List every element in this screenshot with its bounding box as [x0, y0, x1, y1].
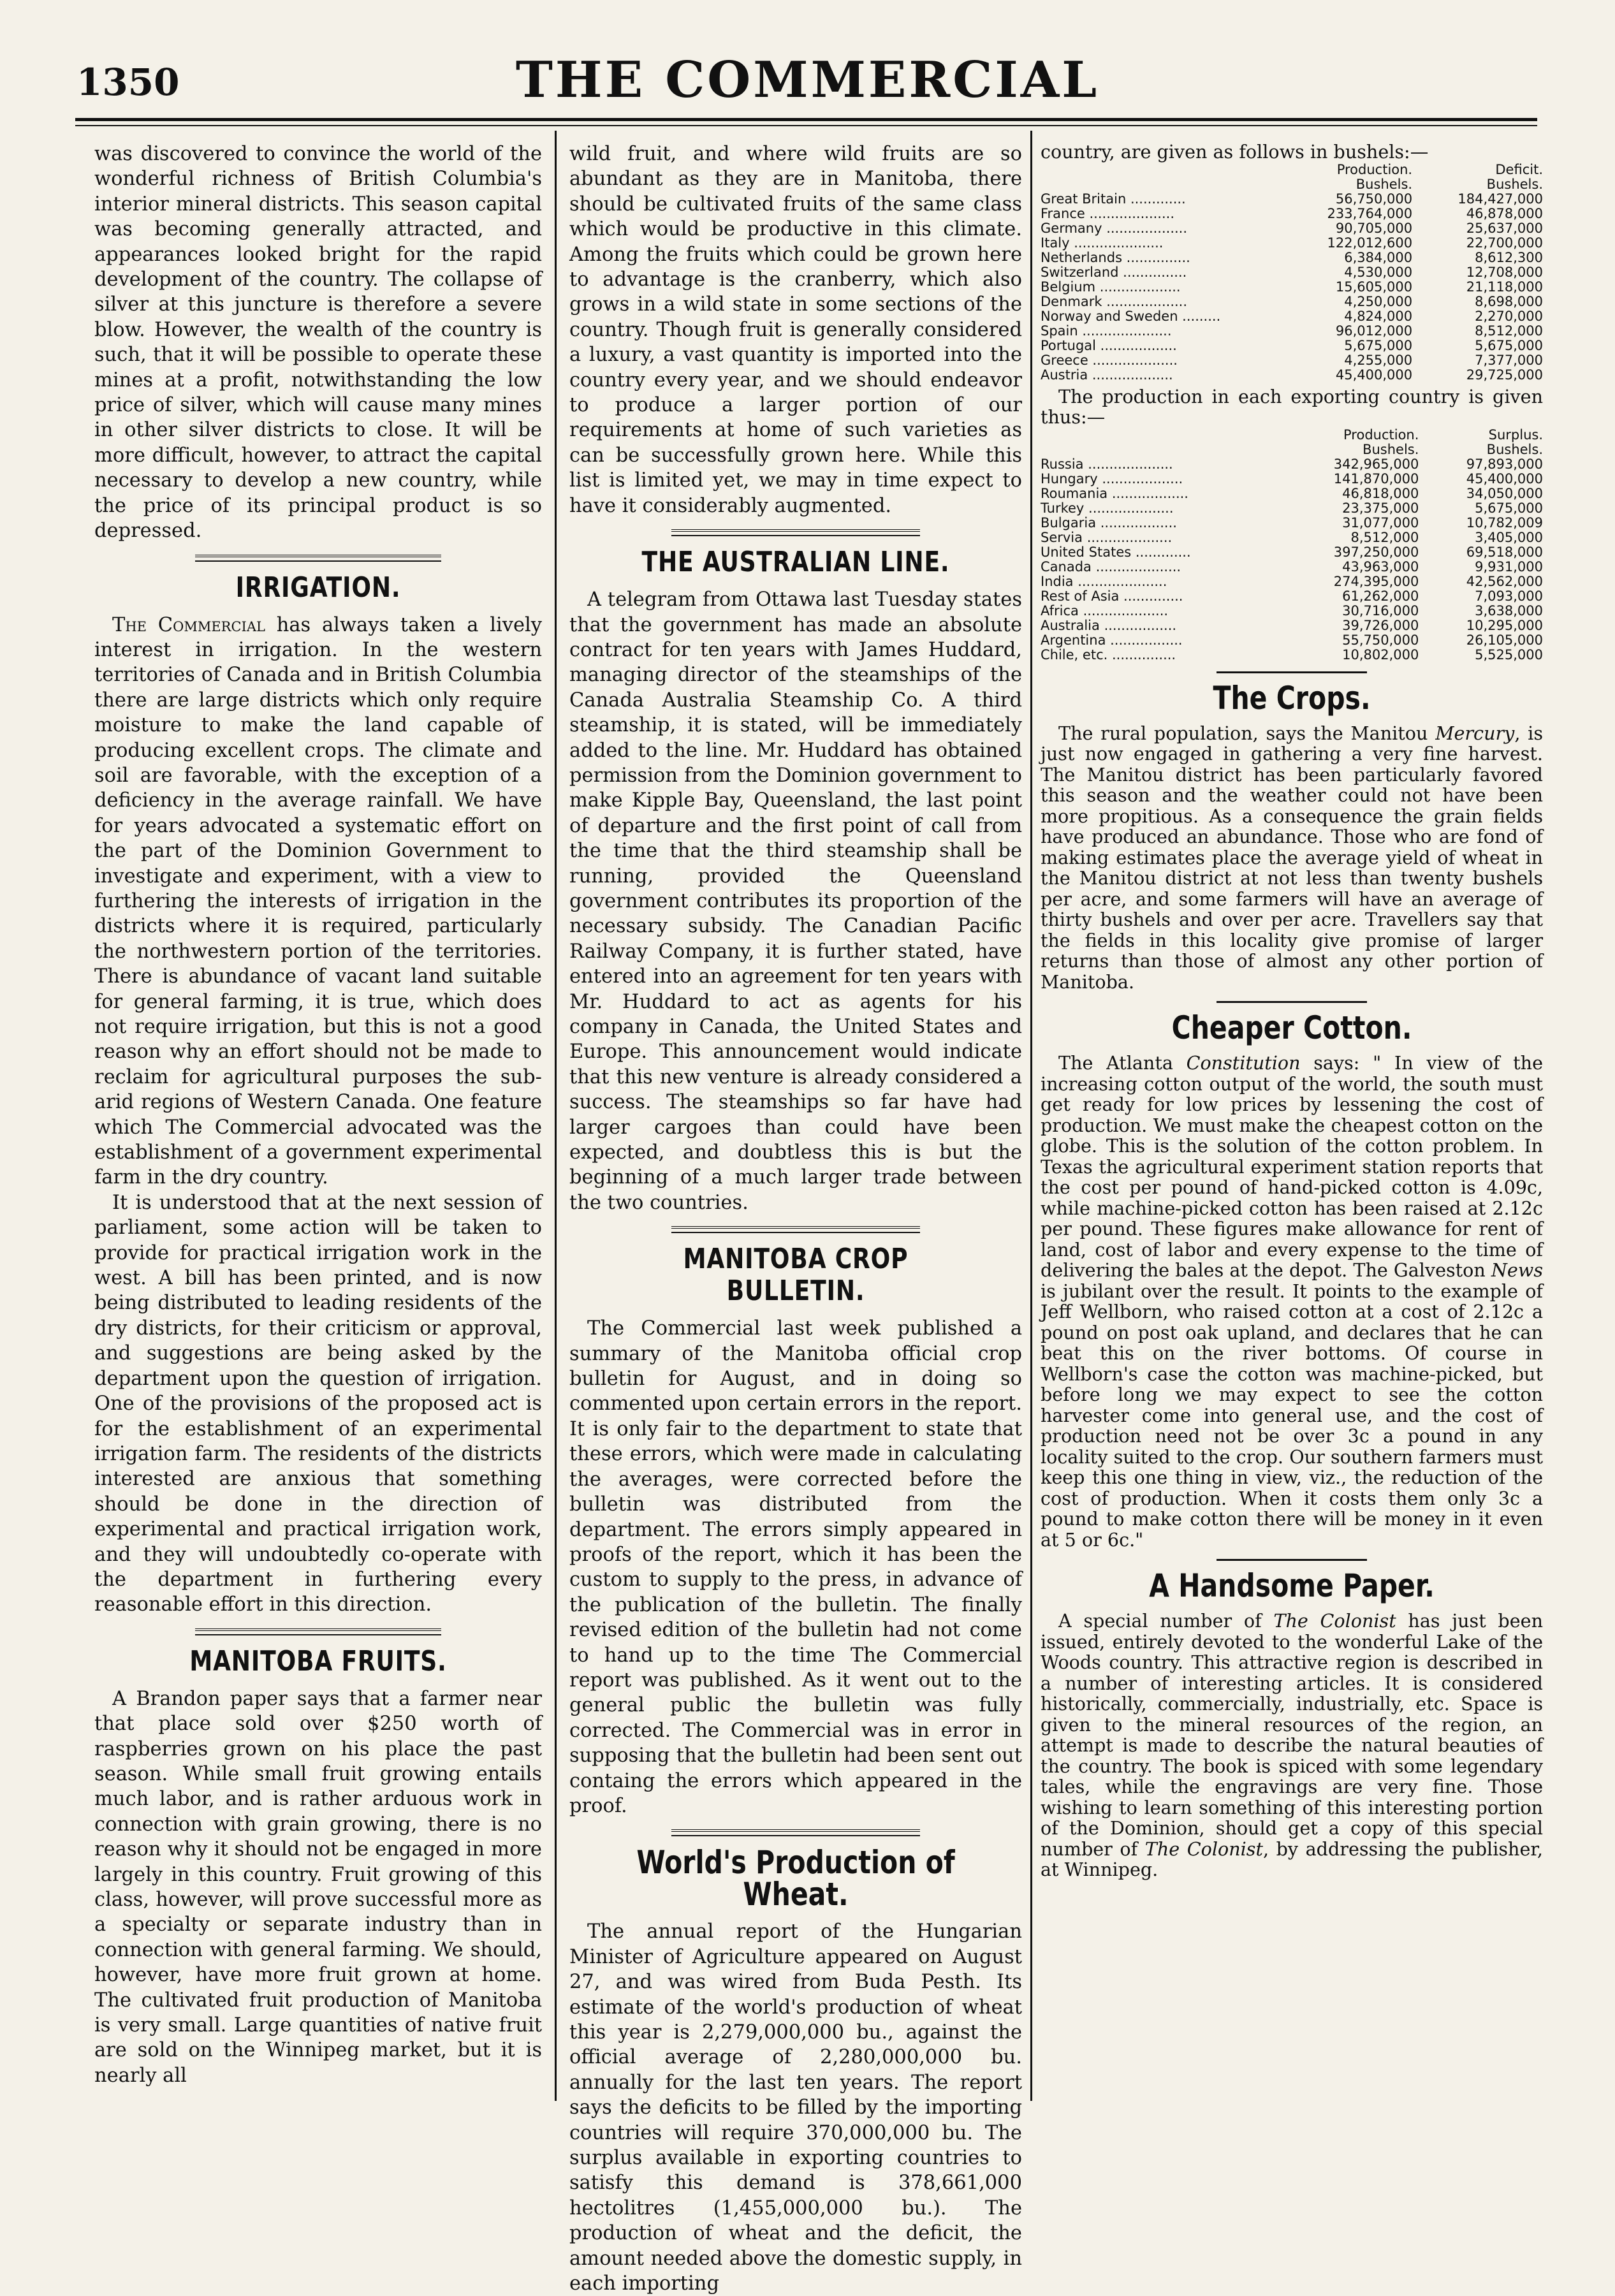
country-cell: Canada .................... [1041, 559, 1181, 574]
table-row [1041, 604, 1543, 618]
irrigation-paragraph [94, 613, 542, 1190]
exporting-countries-table [1041, 428, 1543, 662]
country-cell: Italy ..................... [1041, 235, 1164, 251]
irrigation-text: has always taken a lively interest in irrigation. In the western territories of Canada and in British Columbia there are large districts which only require moisture to make the land capable of producing excellent crops. The climate and soil are favorable, with the exception of a deficiency in the average rainfall. We have for years advocated a systematic effort on the part of the Dominion Government to investigate and experiment, with a view to furthering the interests of irrigation in the districts where it is required, particularly the northwestern portion of the territories. There is abundance of vacant land suitable for general farming, it is true, which does not require irrigation, but this is not a good reason why an effort should not be made to reclaim for agricultural purposes the sub-arid regions of Western Canada. One feature which The Commercial advocated was the establishment of a government experimental farm in the dry country. [94, 613, 543, 1189]
table-row [1041, 574, 1543, 589]
heading-world-wheat: World's Production of Wheat. [636, 1844, 955, 1913]
crops-text: The rural population, says the Manitou [1058, 722, 1436, 744]
country-cell: India ..................... [1041, 573, 1167, 589]
column-1 [94, 142, 542, 2105]
paper-text: , by addressing the publisher, at Winnipeg. [1041, 1838, 1543, 1880]
balance-cell: 9,931,000 [1475, 559, 1543, 574]
table-row [1041, 560, 1543, 574]
paper-text: has just been issued, entirely devoted to the wonderful Lake of the Woods country. This attractive region is described in a number of interesting articles. It is considered historically, commercially, industrially, etc. Space is given to the mineral resources of the region, an attempt is made to describe the natural beauties of the country. The book is spiced with some legendary tales, while the engravings are very fine. Those wishing to learn something of this interesting portion of the Dominion, should get a copy of this special number of [1041, 1610, 1543, 1860]
production-cell: 233,764,000 [1327, 205, 1413, 221]
section-separator [671, 1829, 921, 1836]
paper-paragraph [1041, 1611, 1543, 1880]
table-row [1041, 339, 1543, 353]
fruits-continuation: wild fruit, and where wild fruits are so abundant as they are in Manitoba, there should be cultivated fruits of the same class which would be productive in this climate. Among the fruits which could be grown here to advantage is the cranberry, which also grows in a wild state in some sections of the country. Though fruit is generally considered a luxury, a vast quantity is imported into the country every year, and we should endeavor to produce a larger portion of our requirements at home of such varieties as can be successfully grown here. While this list is limited yet, we may in time expect to have it considerably augmented. [569, 143, 1022, 517]
article-continuation: was discovered to convince the world of the wonderful richness of British Columbia's interior mineral districts. This season capital was becoming generally attracted, and appearances looked bright for the rapid development of the country. The collapse of silver at this juncture is therefore a severe blow. However, the wealth of the country is such, that it will be possible to operate these mines at a profit, notwithstanding the low price of silver, which will cause many mines in other silver districts to close. It will be more difficult, however, to attract the capital necessary to develop a new country, while the price of its principal product is so depressed. [94, 143, 542, 543]
production-cell: 8,512,000 [1350, 529, 1419, 545]
table-units-row [1041, 442, 1543, 457]
production-cell: 96,012,000 [1335, 323, 1413, 339]
crops-paragraph [1041, 723, 1543, 993]
cotton-paragraph [1041, 1053, 1543, 1550]
production-cell: 342,965,000 [1333, 456, 1419, 472]
balance-cell: 69,518,000 [1466, 544, 1543, 560]
page-number: 1350 [77, 61, 180, 104]
production-cell: 4,255,000 [1344, 352, 1413, 368]
table-row [1041, 368, 1543, 383]
table-row [1041, 648, 1543, 662]
balance-cell: 45,400,000 [1466, 471, 1543, 486]
importing-table-body [1041, 192, 1543, 383]
table-row [1041, 633, 1543, 648]
table-unit: Bushels. [1486, 441, 1543, 457]
table-row [1041, 221, 1543, 236]
table-header: Production. [1336, 161, 1413, 177]
country-cell: Bulgaria .................. [1041, 515, 1177, 530]
publication-name: The Colonist [1273, 1610, 1396, 1632]
column-3 [1041, 142, 1543, 2105]
production-cell: 43,963,000 [1342, 559, 1419, 574]
country-cell: Germany ................... [1041, 220, 1188, 236]
balance-cell: 3,638,000 [1475, 603, 1543, 618]
table-unit: Bushels. [1356, 176, 1413, 192]
balance-cell: 5,675,000 [1475, 337, 1543, 353]
production-cell: 31,077,000 [1342, 515, 1419, 530]
table-row [1041, 309, 1543, 324]
table-row [1041, 516, 1543, 530]
production-cell: 39,726,000 [1342, 617, 1419, 633]
table-row [1041, 265, 1543, 280]
publication-name: The Colonist [1144, 1838, 1263, 1860]
table-row [1041, 207, 1543, 221]
publication-name: News [1491, 1259, 1543, 1281]
section-separator [195, 1628, 441, 1635]
production-cell: 4,530,000 [1344, 264, 1413, 280]
production-cell: 141,870,000 [1333, 471, 1419, 486]
exporting-table-body [1041, 457, 1543, 662]
australian-paragraph: A telegram from Ottawa last Tuesday states that the government has made an absolute contract for ten years with James Huddard, managing director of the steamships of the Canada Australia Steamship Co. A third steamship, it is stated, will be immediately added to the line. Mr. Huddard has obtained permission from the Dominion government to make Kipple Bay, Queensland, the last point of departure and the first point of call from the time that the third steamship shall be running, provided the Queensland government contributes its proportion of the necessary subsidy. The Canadian Pacific Railway Company, it is further stated, have entered into an agreement for ten years with Mr. Huddard to act as agents for his company in Canada, the United States and Europe. This announcement would indicate that this new venture is already considered a success. The steamships so far have had larger cargoes than could have been expected, and doubtless this is but the beginning of a much larger trade between the two countries. [569, 589, 1022, 1214]
heading-cheaper-cotton: Cheaper Cotton. [1171, 1009, 1412, 1046]
publication-name: Mercury [1435, 722, 1515, 744]
publication-name: The Commercial [112, 613, 265, 636]
header-rule [75, 118, 1537, 121]
section-separator [671, 1225, 921, 1233]
table-row [1041, 236, 1543, 251]
table-unit: Bushels. [1486, 176, 1543, 192]
section-separator [1217, 1559, 1367, 1561]
production-cell: 46,818,000 [1342, 485, 1419, 501]
table-unit: Bushels. [1363, 441, 1419, 457]
heading-the-crops: The Crops. [1213, 679, 1371, 717]
masthead: THE COMMERCIAL [515, 51, 1100, 109]
production-cell: 45,400,000 [1335, 367, 1413, 383]
table-units-row [1041, 177, 1543, 192]
table-row [1041, 618, 1543, 633]
balance-cell: 8,698,000 [1475, 293, 1543, 309]
section-separator [671, 529, 921, 536]
balance-cell: 184,427,000 [1458, 191, 1543, 207]
production-cell: 15,605,000 [1335, 279, 1413, 295]
balance-cell: 12,708,000 [1466, 264, 1543, 280]
country-cell: Switzerland ............... [1041, 264, 1187, 280]
country-cell: Portugal .................. [1041, 337, 1177, 353]
production-cell: 61,262,000 [1342, 588, 1419, 604]
production-cell: 10,802,000 [1342, 647, 1419, 662]
wheat-paragraph: The annual report of the Hungarian Minister of Agriculture appeared on August 27, and was wired from Buda Pesth. Its estimate of the world's production of wheat this year is 2,279,000,000 bu., against the official average of 2,280,000,000 bu. annually for the last ten years. The report says the deficits to be filled by the importing countries will require 370,000,000 bu. The surplus available in exporting countries to satisfy this demand is 378,661,000 hectolitres (1,455,000,000 bu.). The production of wheat and the deficit, the amount needed above the domestic supply, in each importing [569, 1920, 1022, 2295]
production-cell: 397,250,000 [1333, 544, 1419, 560]
table-row [1041, 589, 1543, 604]
importing-countries-table [1041, 163, 1543, 383]
balance-cell: 8,512,000 [1475, 323, 1543, 339]
production-cell: 56,750,000 [1335, 191, 1413, 207]
country-cell: Greece .................... [1041, 352, 1178, 368]
balance-cell: 7,093,000 [1475, 588, 1543, 604]
production-cell: 4,250,000 [1344, 293, 1413, 309]
balance-cell: 7,377,000 [1475, 352, 1543, 368]
country-cell: Africa .................... [1041, 603, 1169, 618]
balance-cell: 29,725,000 [1466, 367, 1543, 383]
crops-text: , is just now engaged in gathering a very fine harvest. The Manitou district has been particularly favored this season and the weather could not have been more propitious. As a consequence the grain fields have produced an abundance. Those who are fond of making estimates place the average yield of wheat in the Manitou district at not less than twenty bushels per acre, and some farmers will have an average of thirty bushels and over per acre. Travellers say that the fields in this locality give promise of larger returns than those of almost any other portion of Manitoba. [1041, 722, 1543, 993]
balance-cell: 42,562,000 [1466, 573, 1543, 589]
table-header-row [1041, 163, 1543, 177]
table-header: Production. [1343, 427, 1419, 442]
table-row [1041, 295, 1543, 309]
balance-cell: 3,405,000 [1475, 529, 1543, 545]
wheat-continuation: country, are given as follows in bushels:— [1041, 141, 1429, 163]
table-row [1041, 353, 1543, 368]
country-cell: Hungary ................... [1041, 471, 1183, 486]
country-cell: Rest of Asia .............. [1041, 588, 1183, 604]
irrigation-paragraph: It is understood that at the next session of parliament, some action will be taken to provide for practical irrigation work in the west. A bill has been printed, and is now being distributed to leading residents of the dry districts, for their criticism or approval, and suggestions are being asked by the department upon the question of irrigation. One of the provisions of the proposed act is for the establishment of an experimental irrigation farm. The residents of the districts interested are anxious that something should be done in the direction of experimental and practical irrigation work, and they will undoubtedly co-operate with the department in furthering every reasonable effort in this direction. [94, 1191, 542, 1616]
table-header: Surplus. [1488, 427, 1543, 442]
heading-crop-bulletin: MANITOBA CROP BULLETIN. [683, 1243, 909, 1308]
table-row [1041, 530, 1543, 545]
country-cell: Belgium ................... [1041, 279, 1181, 295]
balance-cell: 46,878,000 [1466, 205, 1543, 221]
country-cell: Servia .................... [1041, 529, 1173, 545]
table-row [1041, 545, 1543, 560]
country-cell: Russia .................... [1041, 456, 1173, 472]
table-row [1041, 472, 1543, 486]
country-cell: Turkey .................... [1041, 500, 1174, 516]
balance-cell: 22,700,000 [1466, 235, 1543, 251]
exporting-intro: The production in each exporting country is given thus:— [1041, 385, 1543, 428]
country-cell: Chile, etc. ............... [1041, 647, 1176, 662]
publication-name: Constitution [1186, 1052, 1301, 1074]
production-cell: 30,716,000 [1342, 603, 1419, 618]
table-row [1041, 486, 1543, 501]
country-cell: Argentina ................. [1041, 632, 1183, 648]
column-divider [555, 131, 557, 2101]
country-cell: France .................... [1041, 205, 1175, 221]
country-cell: Australia ................. [1041, 617, 1177, 633]
production-cell: 122,012,600 [1327, 235, 1413, 251]
heading-australian-line: THE AUSTRALIAN LINE. [641, 546, 950, 579]
country-cell: Austria ................... [1041, 367, 1173, 383]
heading-irrigation: IRRIGATION. [235, 571, 401, 604]
table-header: Deficit. [1495, 161, 1543, 177]
balance-cell: 25,637,000 [1466, 220, 1543, 236]
table-row [1041, 192, 1543, 207]
production-cell: 5,675,000 [1344, 337, 1413, 353]
table-header-row [1041, 428, 1543, 442]
section-separator [1217, 671, 1367, 673]
section-separator [1217, 1001, 1367, 1003]
production-cell: 90,705,000 [1335, 220, 1413, 236]
production-cell: 55,750,000 [1342, 632, 1419, 648]
production-cell: 23,375,000 [1342, 500, 1419, 516]
table-row [1041, 280, 1543, 295]
balance-cell: 34,050,000 [1466, 485, 1543, 501]
country-cell: Norway and Sweden ......... [1041, 308, 1221, 324]
balance-cell: 5,525,000 [1475, 647, 1543, 662]
heading-handsome-paper: A Handsome Paper. [1149, 1567, 1435, 1604]
cotton-text: says: " In view of the increasing cotton output of the world, the south must get ready for low prices by lessening the cost of production. We must make the cheapest cotton on the globe. This is the solution of the cotton problem. In Texas the agricultural experiment station reports that the cost per pound of hand-picked cotton is 4.09c, while machine-picked cotton has been raised at 2.12c per pound. These figures make allowance for rent of land, cost of labor and every expense to the time of delivering the bales at the depot. The Galveston [1041, 1052, 1544, 1281]
table-row [1041, 501, 1543, 516]
section-separator [195, 554, 441, 562]
balance-cell: 10,782,009 [1466, 515, 1543, 530]
cotton-text: is jubilant over the result. It points to the example of Jeff Wellborn, who raised cotton at a cost of 2.12c a pound on post oak upland, and declares that he can beat this on the river bottoms. Of course in Wellborn's case the cotton was machine-picked, but before long we may expect to see the cotton harvester come into general use, and the cost of production need not be over 3c a pound in any locality suited to the crop. Our southern farmers must keep this one thing in view, viz., the reduction of the cost of production. When it costs them only 3c a pound to make cotton there will be money in it even at 5 or 6c." [1041, 1280, 1543, 1551]
country-cell: Spain ..................... [1041, 323, 1172, 339]
production-cell: 4,824,000 [1344, 308, 1413, 324]
country-cell: Roumania .................. [1041, 485, 1188, 501]
country-cell: Great Britain ............. [1041, 191, 1186, 207]
balance-cell: 21,118,000 [1466, 279, 1543, 295]
country-cell: United States ............. [1041, 544, 1191, 560]
balance-cell: 5,675,000 [1475, 500, 1543, 516]
heading-manitoba-fruits: MANITOBA FRUITS. [189, 1644, 447, 1678]
balance-cell: 26,105,000 [1466, 632, 1543, 648]
balance-cell: 2,270,000 [1475, 308, 1543, 324]
column-divider [1030, 131, 1032, 2101]
table-row [1041, 457, 1543, 472]
balance-cell: 10,295,000 [1466, 617, 1543, 633]
balance-cell: 8,612,300 [1475, 249, 1543, 265]
column-2 [569, 142, 1022, 2295]
balance-cell: 97,893,000 [1466, 456, 1543, 472]
country-cell: Netherlands ............... [1041, 249, 1190, 265]
table-row [1041, 324, 1543, 339]
cotton-text: The Atlanta [1058, 1052, 1187, 1074]
fruits-paragraph: A Brandon paper says that a farmer near that place sold over $250 worth of raspberries grown on his place the past season. While small fruit growing entails much labor, and is rather arduous work in connection with grain growing, there is no reason why it should not be engaged in more largely in this country. Fruit growing of this class, however, will prove successful more as a specialty or separate industry than in connection with general farming. We should, however, have more fruit grown at home. The cultivated fruit production of Manitoba is very small. Large quantities of native fruit are sold on the Winnipeg market, but it is nearly all [94, 1687, 542, 2087]
table-row [1041, 251, 1543, 265]
header-rule-thin [75, 125, 1537, 126]
bulletin-paragraph: The Commercial last week published a summary of the Manitoba official crop bulletin for August, and in doing so commented upon certain errors in the report. It is only fair to the department to state that these errors, which were made in calculating the averages, were corrected before the bulletin was distributed from the department. The errors simply appeared in proofs of the report, which it has been the custom to supply to the press, in advance of the publication of the bulletin. The finally revised edition of the bulletin had not come to hand up to the time The Commercial report was published. As it went out to the general public the bulletin was fully corrected. The Commercial was in error in supposing that the bulletin had been sent out containg the errors which appeared in the proof. [569, 1317, 1022, 1817]
production-cell: 274,395,000 [1333, 573, 1419, 589]
production-cell: 6,384,000 [1344, 249, 1413, 265]
paper-text: A special number of [1058, 1610, 1274, 1632]
country-cell: Denmark ................... [1041, 293, 1188, 309]
